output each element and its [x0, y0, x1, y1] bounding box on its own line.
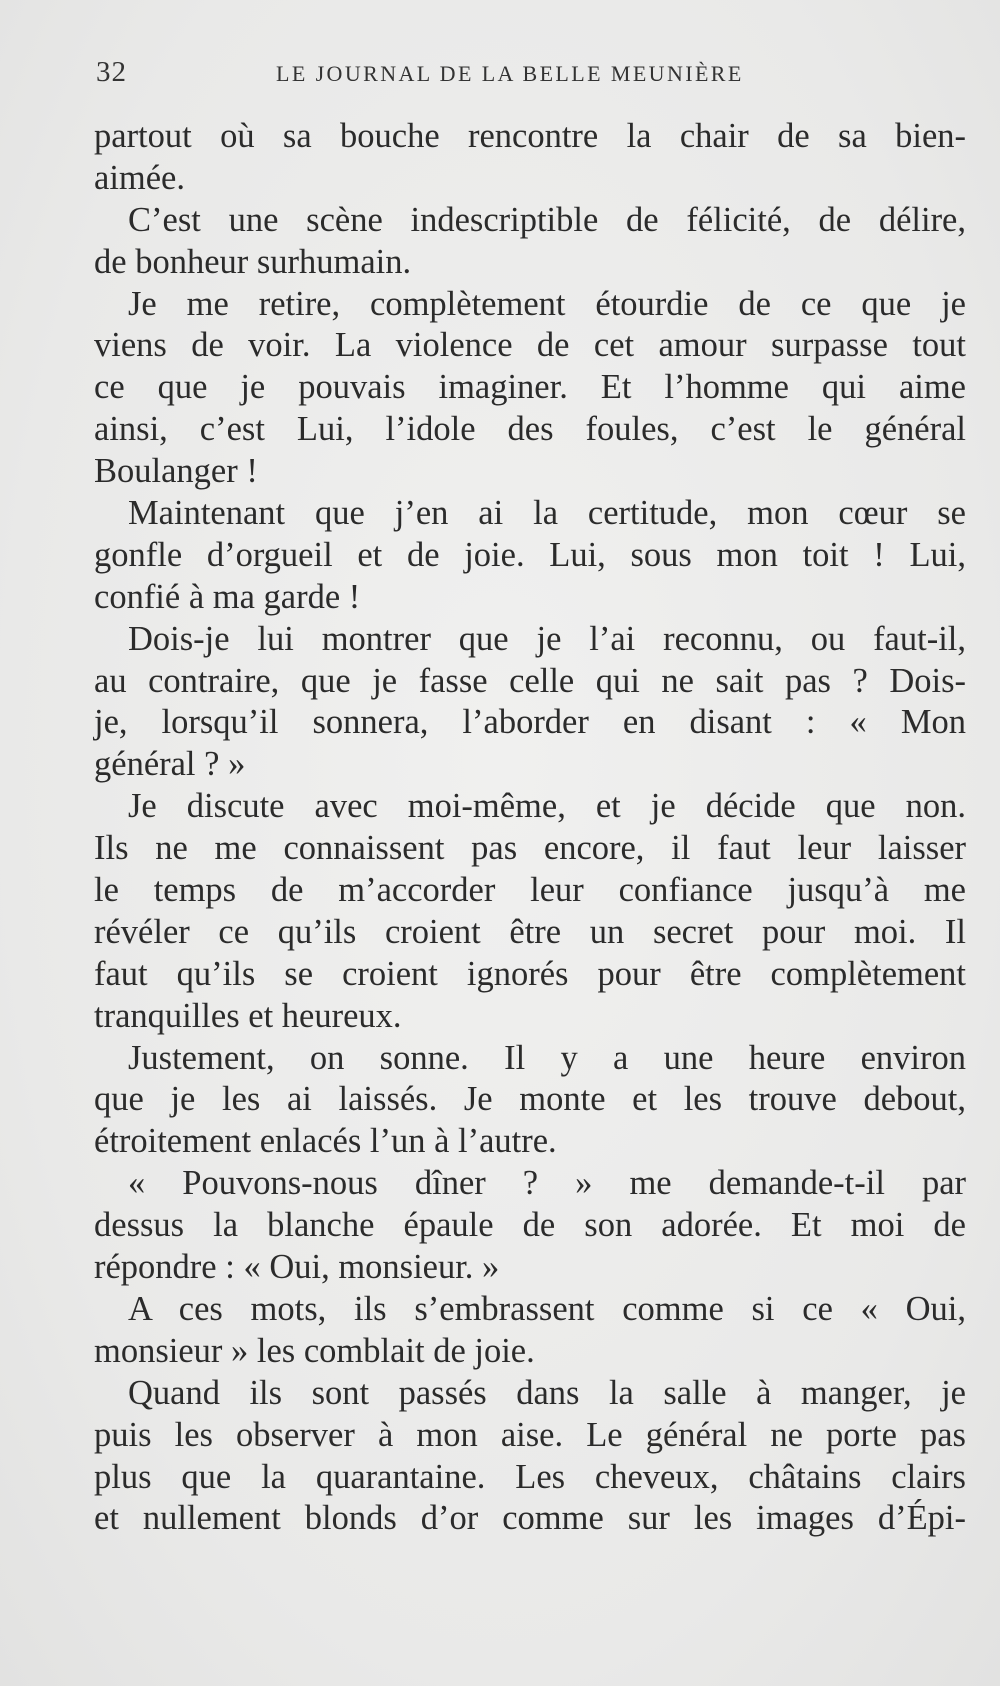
text-line: Boulanger !	[94, 452, 258, 491]
text-line: le temps de m’accorder leur confiance jusqu’à me	[94, 871, 966, 910]
text-line: je, lorsqu’il sonnera, l’aborder en disant : « Mon	[94, 703, 966, 742]
text-line: puis les observer à mon aise. Le général ne porte pas	[94, 1415, 966, 1454]
text-line: Je discute avec moi-même, et je décide que non.	[128, 787, 966, 826]
text-line: de bonheur surhumain.	[94, 242, 412, 281]
text-line: tranquilles et heureux.	[94, 996, 402, 1035]
text-line: viens de voir. La violence de cet amour surpasse tout	[94, 326, 966, 365]
text-line: gonfle d’orgueil et de joie. Lui, sous mon toit ! Lui,	[94, 535, 966, 574]
text-line: partout où sa bouche rencontre la chair de sa bien-	[94, 117, 966, 155]
text-line: ce que je pouvais imaginer. Et l’homme qui aime	[94, 368, 966, 407]
text-line: Ils ne me connaissent pas encore, il faut leur laisser	[94, 829, 966, 868]
text-line: Justement, on sonne. Il y a une heure environ	[128, 1038, 966, 1077]
text-line: Maintenant que j’en ai la certitude, mon cœur se	[128, 494, 966, 533]
page-number: 32	[96, 56, 127, 88]
text-line: monsieur » les comblait de joie.	[94, 1331, 535, 1370]
text-line: révéler ce qu’ils croient être un secret pour moi. Il	[94, 912, 966, 951]
text-line: aimée.	[94, 158, 185, 197]
text-line: Je me retire, complètement étourdie de ce que je	[128, 284, 966, 323]
running-title: LE JOURNAL DE LA BELLE MEUNIÈRE	[276, 61, 744, 86]
text-line: Quand ils sont passés dans la salle à manger, je	[128, 1373, 966, 1412]
text-line: étroitement enlacés l’un à l’autre.	[94, 1122, 557, 1161]
text-line: ainsi, c’est Lui, l’idole des foules, c’est le général	[94, 410, 966, 449]
text-line: dessus la blanche épaule de son adorée. Et moi de	[94, 1206, 966, 1245]
text-line: général ? »	[94, 745, 246, 784]
text-line: « Pouvons-nous dîner ? » me demande-t-il par	[128, 1164, 966, 1203]
text-line: A ces mots, ils s’embrassent comme si ce « Oui,	[128, 1289, 966, 1328]
text-line: faut qu’ils se croient ignorés pour être complètement	[94, 954, 966, 993]
text-line: et nullement blonds d’or comme sur les images d’Épi-	[94, 1499, 966, 1538]
text-line: C’est une scène indescriptible de félicité, de délire,	[128, 200, 966, 239]
text-line: Dois-je lui montrer que je l’ai reconnu, ou faut-il,	[128, 619, 966, 658]
text-line: confié à ma garde !	[94, 577, 361, 616]
text-line: que je les ai laissés. Je monte et les trouve debout,	[94, 1080, 966, 1119]
running-head	[96, 56, 962, 96]
text-line: plus que la quarantaine. Les cheveux, châtains clairs	[94, 1457, 966, 1496]
text-line: au contraire, que je fasse celle qui ne sait pas ? Dois-	[94, 661, 966, 700]
text-line: répondre : « Oui, monsieur. »	[94, 1248, 500, 1287]
body-text	[94, 116, 966, 1540]
